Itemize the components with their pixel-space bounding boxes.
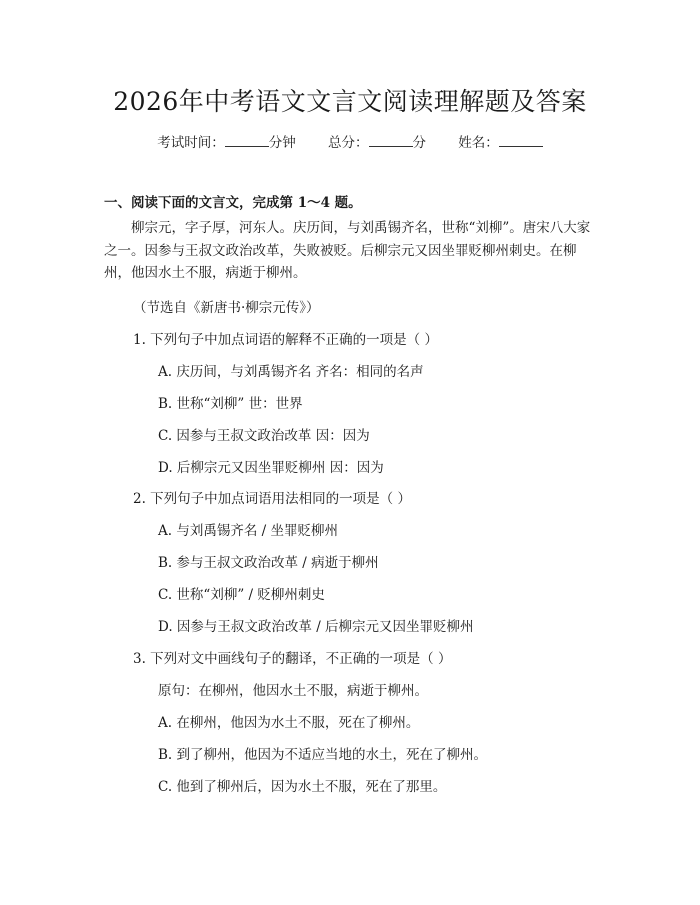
question-3-option-c[interactable]: C. 他到了柳州后，因为水土不服，死在了那里。 xyxy=(158,779,447,795)
time-field xyxy=(157,134,296,152)
score-unit: 分 xyxy=(412,135,426,151)
name-blank[interactable] xyxy=(499,134,543,147)
question-1-option-d[interactable]: D. 后柳宗元又因坐罪贬柳州 因：因为 xyxy=(158,460,384,476)
question-2-option-d[interactable]: D. 因参与王叔文政治改革 / 后柳宗元又因坐罪贬柳州 xyxy=(158,619,474,635)
exam-meta-line xyxy=(0,134,700,152)
question-3-option-a[interactable]: A. 在柳州，他因为水土不服，死在了柳州。 xyxy=(158,715,420,731)
name-field xyxy=(458,134,543,152)
score-field xyxy=(328,134,426,152)
question-2-option-b[interactable]: B. 参与王叔文政治改革 / 病逝于柳州 xyxy=(158,555,379,571)
page-title: 2026年中考语文文言文阅读理解题及答案 xyxy=(113,87,587,116)
question-3-stem: 3. 下列对文中画线句子的翻译，不正确的一项是（ ） xyxy=(133,651,452,667)
score-label: 总分： xyxy=(328,135,369,151)
name-label: 姓名： xyxy=(458,135,499,151)
question-3-option-b[interactable]: B. 到了柳州，他因为不适应当地的水土，死在了柳州。 xyxy=(158,747,488,763)
passage-source: （节选自《新唐书·柳宗元传》） xyxy=(133,300,320,316)
question-2-stem: 2. 下列句子中加点词语用法相同的一项是（ ） xyxy=(133,491,411,507)
question-3-original-sentence: 原句：在柳州，他因水土不服，病逝于柳州。 xyxy=(158,683,428,699)
time-label: 考试时间： xyxy=(157,135,225,151)
question-2-option-a[interactable]: A. 与刘禹锡齐名 / 坐罪贬柳州 xyxy=(158,523,338,539)
question-2-option-c[interactable]: C. 世称“刘柳” / 贬柳州刺史 xyxy=(158,587,325,603)
question-1-option-a[interactable]: A. 庆历间，与刘禹锡齐名 齐名：相同的名声 xyxy=(158,364,424,380)
time-unit: 分钟 xyxy=(268,135,296,151)
section-heading: 一、阅读下面的文言文，完成第 1～4 题。 xyxy=(104,195,362,211)
score-blank[interactable] xyxy=(369,134,413,147)
passage-text: 柳宗元，字子厚，河东人。庆历间，与刘禹锡齐名，世称“刘柳”。唐宋八大家之一。因参与王叔文政治改革，失败被贬。后柳宗元又因坐罪贬柳州刺史。在柳州，他因水土不服，病逝于柳州。 xyxy=(104,220,591,281)
question-1-option-c[interactable]: C. 因参与王叔文政治改革 因：因为 xyxy=(158,428,370,444)
time-blank[interactable] xyxy=(225,134,269,147)
question-1-option-b[interactable]: B. 世称“刘柳” 世：世界 xyxy=(158,396,303,412)
question-1-stem: 1. 下列句子中加点词语的解释不正确的一项是（ ） xyxy=(133,332,438,348)
